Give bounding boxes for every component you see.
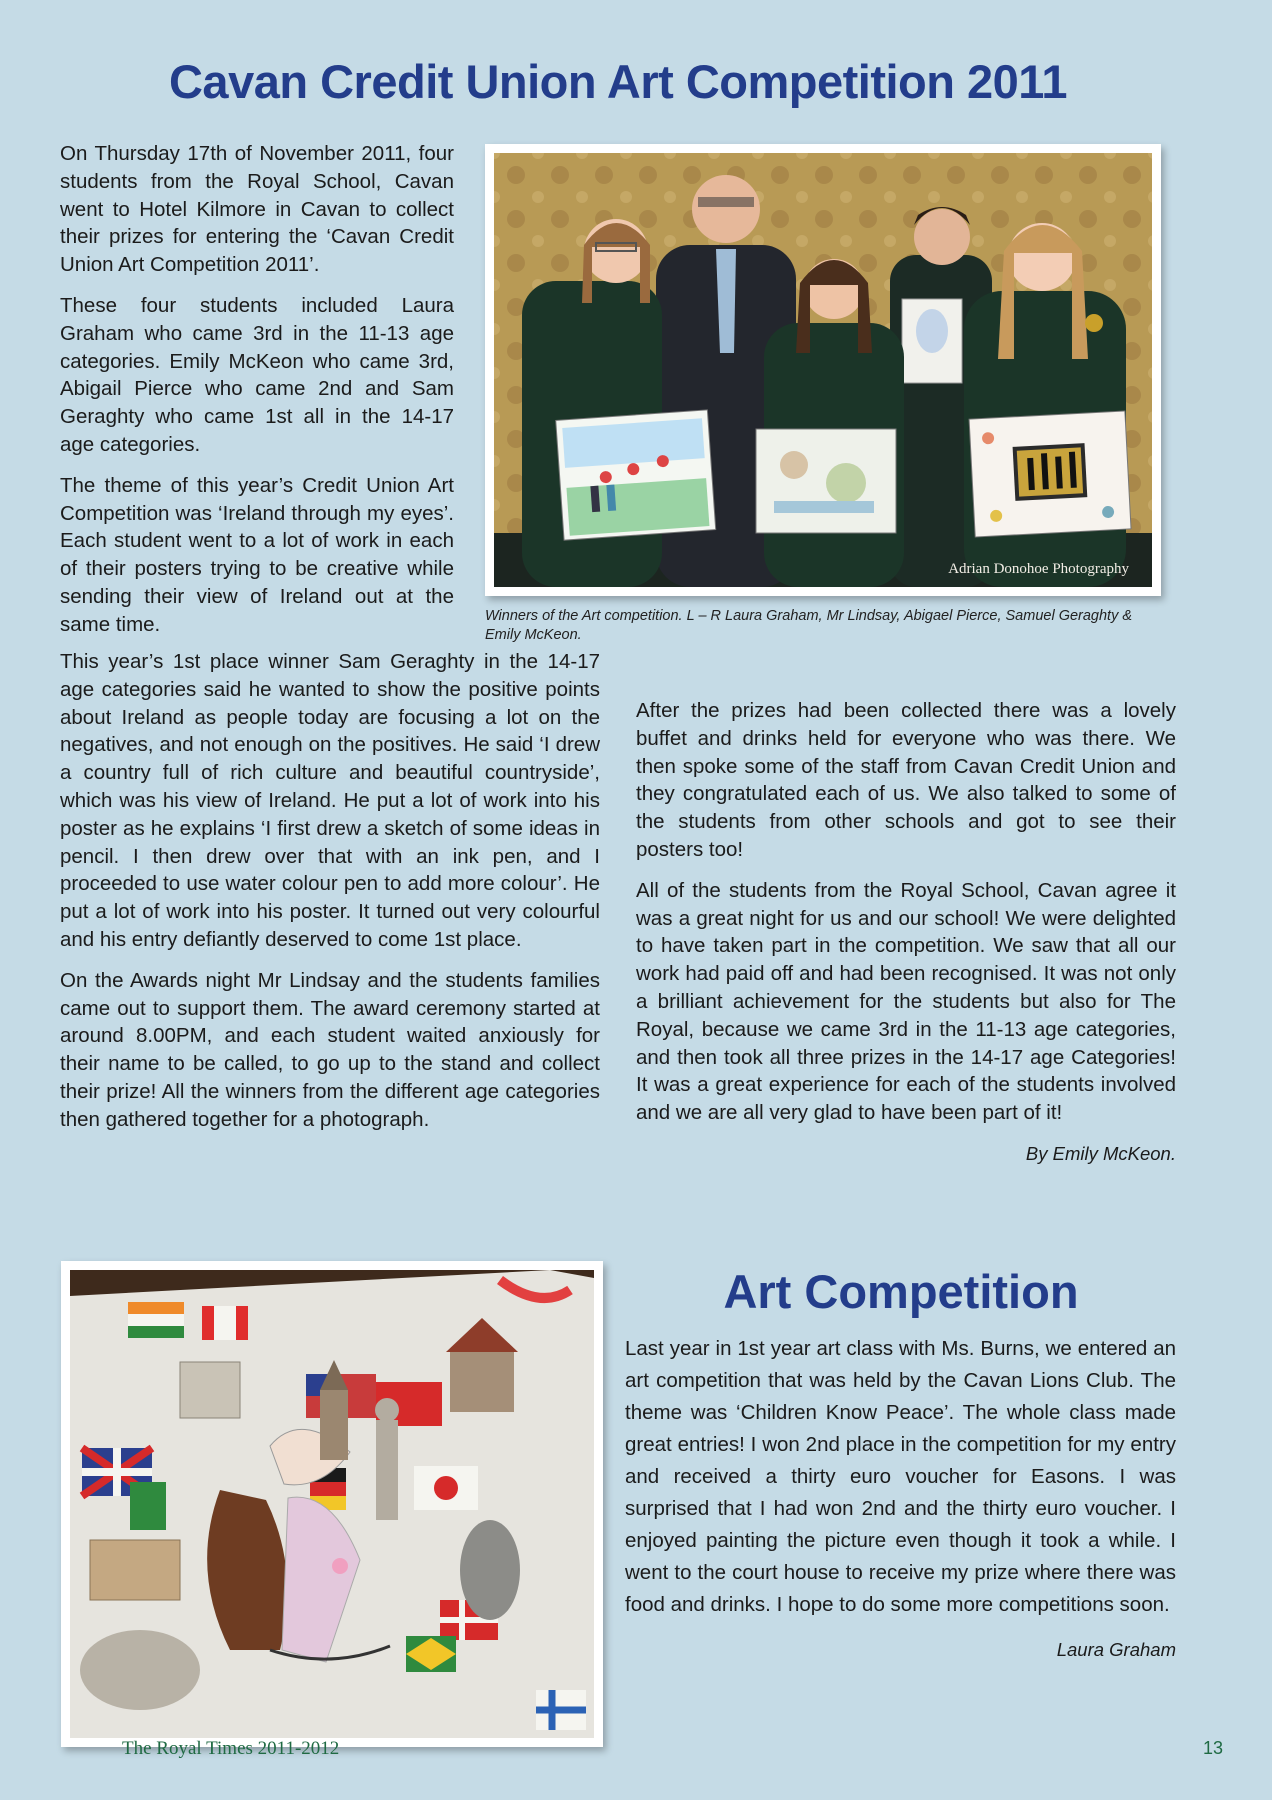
article-title: Cavan Credit Union Art Competition 2011 <box>168 55 1067 108</box>
paragraph: These four students included Laura Graham who came 3rd in the 11-13 age categories. Emily McKeon who came 3rd, Abigail Pierce who came 2nd and Sam Geraghty who came 1st all in the 14-17 age categories. <box>60 293 454 456</box>
paragraph: All of the students from the Royal School, Cavan agree it was a great night for us and our school! We were delighted to have taken part in the competition. We saw that all our work had paid off and had been recognised. It was not only a brilliant achievement for the students but also for The Royal, because we came 3rd in the 11-13 age categories, and then took all three prizes in the 14-17 age Categories! It was a great experience for each of the students involved and we are all very glad to have been part of it! <box>636 878 1176 1125</box>
right-column <box>636 697 1176 1168</box>
paragraph: On the Awards night Mr Lindsay and the students families came out to support them. The award ceremony started at around 8.00PM, and each student waited anxiously for their name to be called, to go up to the stand and collect their prize! All the winners from the different age categories then gathered together for a photograph. <box>60 968 600 1131</box>
intro-column <box>60 140 454 652</box>
peace-poster-photo <box>61 1261 603 1747</box>
art-competition-column <box>625 1333 1176 1666</box>
winners-photo-image <box>494 153 1152 587</box>
paragraph: Last year in 1st year art class with Ms. Burns, we entered an art competition that was held by the Cavan Lions Club. The theme was ‘Children Know Peace’. The whole class made great entries! I won 2nd place in the competition for my entry and received a thirty euro voucher for Easons. I was surprised that I had won 2nd and the thirty euro voucher. I enjoyed painting the picture even though it took a while. I went to the court house to receive my prize where there was food and drinks. I hope to do some more competitions soon. <box>625 1337 1176 1616</box>
section-title: Art Competition <box>723 1265 1079 1318</box>
paragraph: After the prizes had been collected there was a lovely buffet and drinks held for everyone who was there. We then spoke some of the staff from Cavan Credit Union and they congratulated each of us. We also talked to some of the students from other schools and got to see their posters too! <box>636 699 1176 861</box>
photo-credit: Adrian Donohoe Photography <box>948 561 1129 577</box>
paragraph: The theme of this year’s Credit Union Art Competition was ‘Ireland through my eyes’. Each student went to a lot of work in each of their posters trying to be creative while sending their view of Ireland out at the same time. <box>60 473 454 636</box>
byline: By Emily McKeon. <box>1025 1142 1176 1164</box>
byline: Laura Graham <box>1056 1639 1176 1660</box>
photo-caption: Winners of the Art competition. L – R Laura Graham, Mr Lindsay, Abigael Pierce, Samuel Geraghty & Emily McKeon. <box>485 608 1133 643</box>
peace-poster-image <box>70 1270 594 1738</box>
winners-photo <box>485 144 1161 596</box>
paragraph: This year’s 1st place winner Sam Geraghty in the 14-17 age categories said he wanted to show the positive points about Ireland as people today are focusing a lot on the negatives, and not enough on the positives. He said ‘I drew a country full of rich culture and beautiful countryside’, which was his view of Ireland. He put a lot of work into his poster as he explains ‘I first drew a sketch of some ideas in pencil. I then drew over that with an ink pen, and I proceeded to use water colour pen to add more colour’. He put a lot of work into his poster. It turned out very colourful and his entry defiantly deserved to come 1st place. <box>60 650 600 951</box>
page-number: 13 <box>1203 1738 1224 1758</box>
publication-footer: The Royal Times 2011-2012 <box>122 1738 340 1759</box>
paragraph: On Thursday 17th of November 2011, four students from the Royal School, Cavan went to Hotel Kilmore in Cavan to collect their prizes for entering the ‘Cavan Credit Union Art Competition 2011’. <box>60 142 454 277</box>
body-column <box>60 648 600 1147</box>
